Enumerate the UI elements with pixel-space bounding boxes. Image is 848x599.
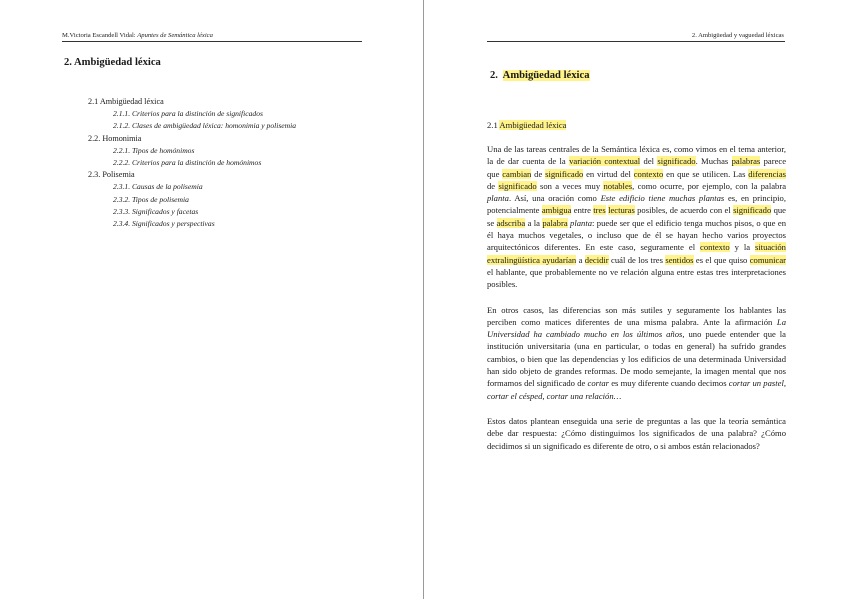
highlighted-term: adscriba [496, 217, 526, 228]
text-run: son a veces muy [536, 180, 604, 191]
running-header-left [62, 32, 213, 39]
highlighted-term: variación contextual [569, 156, 641, 167]
italic-example: cortar [587, 378, 610, 389]
section-heading [490, 70, 590, 81]
text-run: del [640, 156, 658, 167]
highlighted-term: situación extralingüística ayudarían [487, 242, 786, 265]
header-author: M.Victoria Escandell Vidal: [62, 32, 138, 39]
highlighted-term: palabras [731, 156, 761, 167]
text-run: a [576, 254, 585, 265]
paragraph [487, 304, 786, 402]
text-run: parece que [487, 156, 787, 179]
highlighted-term: diferencias [748, 168, 786, 179]
toc-entry: 2.3.3. Significados y facetas [113, 206, 199, 216]
toc-entry: 2.2. Homonimia [88, 133, 142, 143]
highlighted-term: significado [657, 156, 696, 167]
table-of-contents [88, 96, 296, 230]
text-run: posibles, de acuerdo con el [634, 205, 734, 216]
text-run: : puede ser que el edificio tenga muchos pisos, o que en él haya muchos vegetales, o incluso que de él se hayan hecho varios proyectos arquitectónicos diferentes. En este caso, seguramente el [487, 217, 786, 253]
text-run: es el que quiso [693, 254, 750, 265]
text-run: Una de las tareas centrales de la Semántica léxica es, como vimos en el tema anterior, la de dar cuenta de la [487, 144, 786, 167]
text-run: . Así, una oración como [508, 193, 601, 204]
highlighted-term: tres [593, 205, 606, 216]
toc-entry: 2.1 Ambigüedad léxica [88, 97, 164, 106]
highlighted-term: lecturas [608, 205, 635, 216]
right-page [425, 0, 848, 599]
text-run: cuál de los tres [608, 254, 666, 265]
subsection-heading [487, 120, 566, 130]
section-title: Ambigüedad léxica [502, 70, 590, 81]
text-run: En otros casos, las diferencias son más sutiles y seguramente los hablantes las perciben como matices diferentes de una misma palabra. Ante la afirmación [487, 304, 786, 327]
toc-entry: 2.1.1. Criterios para la distinción de significados [113, 109, 263, 119]
text-run: a la [525, 217, 543, 228]
text-run: que se [487, 205, 786, 228]
highlighted-term: decidir [584, 254, 609, 265]
highlighted-term: significado [498, 180, 537, 191]
header-rule [487, 41, 785, 42]
highlighted-term: comunicar [749, 254, 787, 265]
text-run: de [487, 180, 499, 191]
italic-example: La Universidad ha cambiado mucho en los últimos años [487, 316, 786, 340]
toc-entry: 2.2.2. Criterios para la distinción de homónimos [113, 158, 262, 168]
highlighted-term: contexto [633, 168, 664, 179]
section-number: 2. [490, 70, 498, 81]
toc-entry: 2.1.2. Clases de ambigüedad léxica: homonimia y polisemia [113, 121, 297, 131]
text-run: en virtud del [583, 168, 634, 179]
highlighted-term: significado [545, 168, 584, 179]
highlighted-term: significado [733, 205, 772, 216]
text-run: el hablante, que probablemente no ve relación alguna entre estas tres interpretaciones posibles. [487, 266, 786, 290]
header-rule [62, 41, 362, 42]
highlighted-term: sentidos [665, 254, 694, 265]
italic-example: cortar un pastel, cortar el césped, cortar una relación… [487, 378, 786, 401]
toc-entry: 2.2.1. Tipos de homónimos [113, 145, 195, 155]
text-run: de [531, 168, 546, 179]
subsection-number: 2.1 [487, 120, 500, 130]
subsection-title: Ambigüedad léxica [499, 120, 567, 130]
text-run: es muy diferente cuando decimos [609, 378, 729, 389]
chapter-heading: 2. Ambigüedad léxica [64, 57, 161, 68]
header-book-title: Apuntes de Semántica léxica [137, 32, 213, 39]
italic-example: planta [570, 217, 593, 228]
body-text [487, 143, 786, 465]
highlighted-term: palabra [542, 217, 568, 228]
text-run: Estos datos plantean enseguida una serie de preguntas a las que la teoría semántica debe dar respuesta: ¿Cómo distinguimos los significados de una palabra? ¿Cómo decidimos si un significado es diferente de otro, o si ambos están relacionados? [487, 415, 786, 451]
text-run: entre [571, 205, 594, 216]
toc-entry: 2.3.1. Causas de la polisemia [113, 182, 203, 192]
text-run: , uno puede entender que la institución universitaria (una en particular, o todas en general) ha sufrido grandes cambios, o bien que las dependencias y los edificios de una determinada Universidad han sido objeto de grandes reformas. De modo semejante, la imagen mental que nos formamos del significado de [487, 329, 786, 389]
text-run: . Muchas [695, 156, 732, 167]
text-run: , como ocurre, por ejemplo, con la palabra [632, 180, 787, 191]
highlighted-term: notables [603, 180, 633, 191]
text-run: en que se utilicen. Las [663, 168, 749, 179]
text-run: es, en principio, potencialmente [487, 193, 786, 216]
paragraph [487, 143, 786, 291]
highlighted-term: cambian [502, 168, 532, 179]
highlighted-term: ambigua [541, 205, 572, 216]
paragraph [487, 415, 786, 452]
toc-entry: 2.3.4. Significados y perspectivas [113, 219, 215, 229]
italic-example: Este edificio tiene muchas plantas [600, 193, 725, 204]
toc-entry: 2.3. Polisemia [88, 170, 135, 180]
toc-entry: 2.3.2. Tipos de polisemia [113, 194, 189, 204]
italic-example: planta [487, 193, 509, 204]
text-run: y la [729, 242, 755, 253]
highlighted-term: contexto [700, 242, 730, 253]
running-header-right: 2. Ambigüedad y vaguedad léxicas [691, 32, 784, 39]
